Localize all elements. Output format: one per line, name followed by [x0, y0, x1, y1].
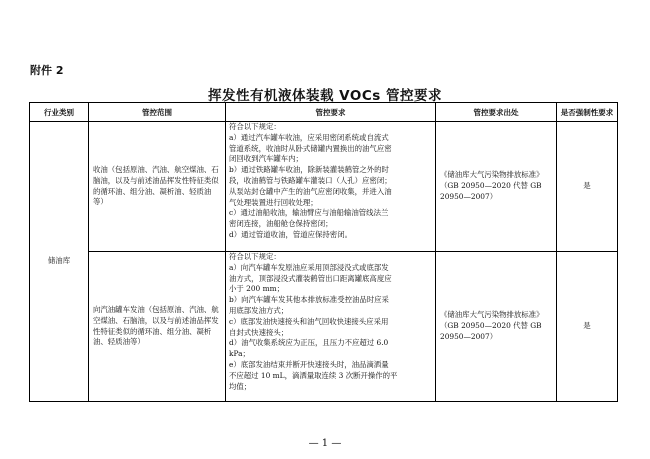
requirement-line: kPa； [229, 349, 250, 359]
requirement-line: 不应超过 10 mL，滴洒量取连续 3 次断开操作的平 [229, 370, 398, 380]
requirement-line: d）通过管道收油，管道应保持密闭。 [229, 229, 352, 239]
requirement-line: 符合以下规定： [229, 122, 281, 131]
requirement-line: e）底部发油结束并断开快速接头时，油品滴洒量 [229, 359, 389, 369]
requirement-line: c）通过油船收油，输油臂应与油船输油管线法兰 [229, 208, 389, 218]
attachment-label: 附件 2 [30, 64, 64, 77]
requirement-cell [226, 252, 436, 402]
mandatory-cell: 是 [557, 252, 618, 402]
requirement-line: 均值； [229, 381, 252, 391]
industry-cell: 储油库 [30, 122, 89, 402]
requirement-line: 用底部发油方式； [229, 305, 289, 315]
requirement-line: a）向汽车罐车发原油应采用顶部浸没式或底部发 [229, 262, 389, 272]
page-number: — 1 — [308, 438, 342, 449]
requirement-line: 自封式快速接头； [229, 327, 289, 337]
requirement-line: b）向汽车罐车发其他本排放标准受控油品时应采 [229, 295, 389, 305]
header-mandatory: 是否强制性要求 [557, 103, 618, 122]
header-source: 管控要求出处 [436, 103, 557, 122]
table-row [30, 122, 618, 252]
requirement-line: a）通过汽车罐车收油，应采用密闭系统或自流式 [229, 132, 389, 142]
header-requirement: 管控要求 [226, 103, 436, 122]
requirement-line: 小于 200 mm； [229, 284, 284, 294]
requirement-line: 闭回收到汽车罐车内； [229, 154, 303, 164]
document-title: 挥发性有机液体装载 VOCs 管控要求 [207, 88, 443, 104]
source-cell: 《储油库大气污染物排放标准》（GB 20950—2020 代替 GB 20950—2007） [436, 122, 557, 252]
requirement-line: 油方式，顶部浸没式灌装鹤管出口距离罐底高度应 [229, 273, 392, 283]
requirement-line: b）通过铁路罐车收油，除新装灌装鹤管之外的时 [229, 165, 389, 175]
table-header-row [30, 103, 618, 122]
table-row [30, 252, 618, 402]
requirement-line: c）底部发油快速接头和油气回收快速接头应采用 [229, 316, 389, 326]
mandatory-cell: 是 [557, 122, 618, 252]
requirement-line: 段，收油鹤管与铁路罐车灌装口（人孔）应密闭； [229, 175, 392, 185]
requirement-line: 从泵站封仓罐中产生的油气应密闭收集，并进入油 [229, 186, 392, 196]
requirement-line: d）油气收集系统应为正压，且压力不应超过 6.0 [229, 338, 389, 348]
requirement-line: 密闭连接，油船舱仓保持密闭； [229, 219, 333, 229]
requirement-line: 管道系统，收油时从卧式储罐内置换出的油气应密 [229, 143, 392, 153]
header-scope: 管控范围 [89, 103, 226, 122]
requirements-table [29, 102, 618, 402]
scope-cell: 收油（包括原油、汽油、航空煤油、石脑油，以及与前述油品挥发性特征类似的循环油、组分油、凝析油、轻质油等） [89, 122, 226, 252]
requirement-line: 符合以下规定： [229, 252, 281, 261]
requirement-cell [226, 122, 436, 252]
source-cell: 《储油库大气污染物排放标准》（GB 20950—2020 代替 GB 20950—2007） [436, 252, 557, 402]
header-industry: 行业类别 [30, 103, 89, 122]
requirement-line: 气处理装置进行回收处理； [229, 197, 318, 207]
scope-cell: 向汽油罐车发油（包括原油、汽油、航空煤油、石脑油，以及与前述油品挥发性特征类似的循环油、组分油、凝析油、轻质油等） [89, 252, 226, 402]
